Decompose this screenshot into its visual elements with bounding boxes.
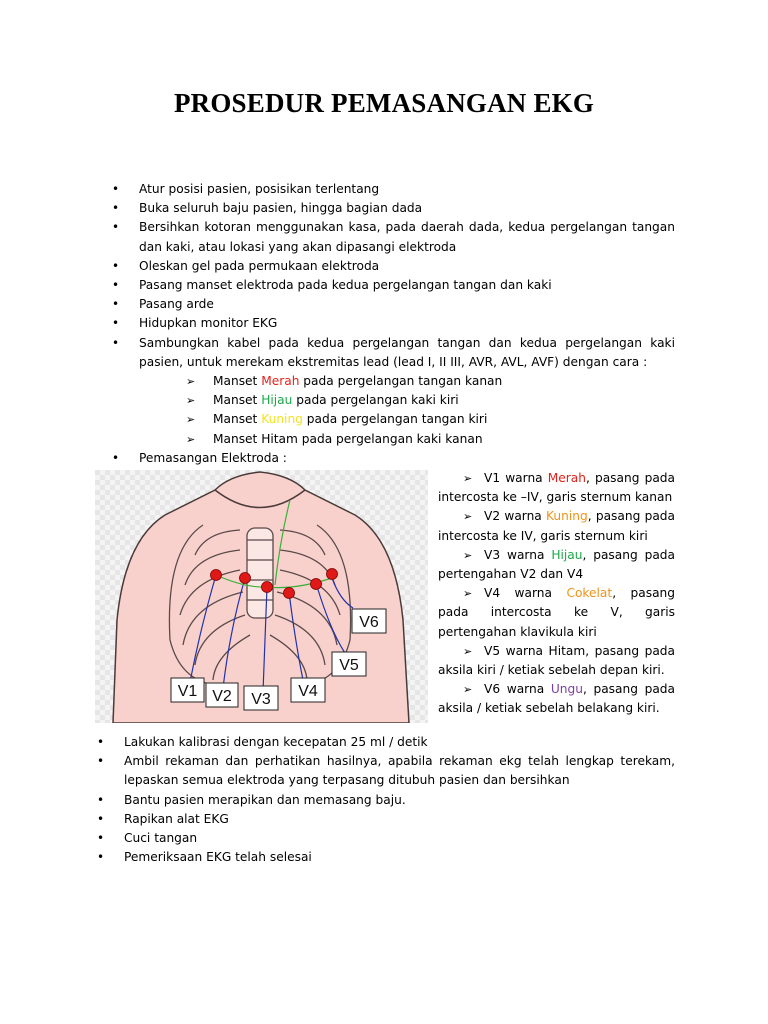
list-item: • Atur posisi pasien, posisikan terlentang xyxy=(112,180,675,199)
bullet-icon: • xyxy=(112,297,120,312)
electrode-item-v2: ➢ V2 warna Kuning, pasang pada intercosta ke IV, garis sternum kiri xyxy=(438,509,675,543)
bullet-icon: • xyxy=(97,850,105,865)
label-v6 xyxy=(352,609,386,633)
svg-text:V6: V6 xyxy=(359,614,379,631)
arrow-icon: ➢ xyxy=(463,472,473,485)
svg-text:V5: V5 xyxy=(339,657,359,674)
list-item: • Buka seluruh baju pasien, hingga bagian dada xyxy=(112,199,675,218)
arrow-icon: ➢ xyxy=(186,375,196,389)
list-item: • Bersihkan kotoran menggunakan kasa, pada daerah dada, kedua pergelangan tangan dan kaki, atau lokasi yang akan dipasangi elektroda xyxy=(112,220,675,254)
arrow-icon: ➢ xyxy=(463,548,473,562)
label-v2 xyxy=(206,683,238,707)
svg-text:V4: V4 xyxy=(298,683,318,700)
list-item: • Pemeriksaan EKG telah selesai xyxy=(97,848,675,867)
bullet-icon: • xyxy=(112,258,120,273)
bullet-icon: • xyxy=(112,335,120,350)
label-v4 xyxy=(291,678,325,702)
manset-item: ➢ Manset Merah pada pergelangan tangan kanan xyxy=(186,372,675,391)
arrow-icon: ➢ xyxy=(463,644,473,658)
bullet-icon: • xyxy=(112,278,120,293)
svg-text:V1: V1 xyxy=(177,683,198,700)
procedure-steps-top xyxy=(112,180,675,468)
svg-text:V3: V3 xyxy=(251,691,271,708)
list-item: • Pasang manset elektroda pada kedua pergelangan tangan dan kaki xyxy=(112,276,675,295)
bullet-icon: • xyxy=(112,316,120,331)
bullet-icon: • xyxy=(97,754,105,769)
manset-item: ➢ Manset Hijau pada pergelangan kaki kiri xyxy=(186,391,675,410)
electrode-item-v4: ➢ V4 warna Cokelat, pasang pada intercosta ke V, garis pertengahan klavikula kiri xyxy=(438,586,676,639)
list-item: • Pasang arde xyxy=(112,295,675,314)
bullet-icon: • xyxy=(97,811,105,826)
manset-item: ➢ Manset Kuning pada pergelangan tangan kiri xyxy=(186,410,675,429)
manset-list xyxy=(139,372,675,449)
electrode-item-v6: ➢ V6 warna Ungu, pasang pada aksila / ketiak sebelah belakang kiri. xyxy=(438,682,676,716)
arrow-icon: ➢ xyxy=(463,587,473,601)
bullet-icon: • xyxy=(112,220,120,235)
arrow-icon: ➢ xyxy=(186,413,196,427)
manset-item: ➢ Manset Hitam pada pergelangan kaki kanan xyxy=(186,430,675,449)
electrode-item-v5: ➢ V5 warna Hitam, pasang pada aksila kiri / ketiak sebelah depan kiri. xyxy=(438,643,675,678)
electrode-item-v1: ➢ V1 warna Merah, pasang pada intercosta ke –IV, garis sternum kanan xyxy=(438,471,675,505)
list-item: • Hidupkan monitor EKG xyxy=(112,314,675,333)
page-title: PROSEDUR PEMASANGAN EKG xyxy=(173,88,595,118)
list-item: • Lakukan kalibrasi dengan kecepatan 25 ml / detik xyxy=(97,733,675,752)
list-item: • Bantu pasien merapikan dan memasang baju. xyxy=(97,791,675,810)
bullet-icon: • xyxy=(112,201,120,216)
procedure-steps-bottom xyxy=(97,733,675,867)
electrode-item-v3: ➢ V3 warna Hijau, pasang pada pertengahan V2 dan V4 xyxy=(438,547,676,582)
list-item: • Cuci tangan xyxy=(97,829,675,848)
arrow-icon: ➢ xyxy=(463,510,473,524)
arrow-icon: ➢ xyxy=(186,432,196,446)
list-item: • Sambungkan kabel pada kedua pergelangan tangan dan kedua pergelangan kaki pasien, untuk merekam ekstremitas lead (lead I, II III, AVR, AVL, AVF) dengan cara : ➢ Manset Merah pada pergelangan tangan kanan ➢ Manset Hijau pada pergelangan kaki kiri ➢ Manset Kuning pada pergelangan tangan kiri ➢ Manset Hitam pada pergelangan kaki kanan xyxy=(112,334,675,449)
arrow-icon: ➢ xyxy=(186,394,196,408)
bullet-icon: • xyxy=(97,831,105,846)
list-item: • Ambil rekaman dan perhatikan hasilnya, apabila rekaman ekg telah lengkap terekam, lepaskan semua elektroda yang terpasang ditubuh pasien dan bersihkan xyxy=(97,754,675,788)
chest-electrode-diagram xyxy=(95,470,428,723)
bullet-icon: • xyxy=(97,735,105,749)
electrode-descriptions xyxy=(438,469,675,719)
label-v5 xyxy=(332,652,366,676)
arrow-icon: ➢ xyxy=(463,683,473,697)
bullet-icon: • xyxy=(112,182,120,196)
svg-text:V2: V2 xyxy=(212,688,232,705)
label-v1 xyxy=(171,678,204,702)
label-v3 xyxy=(244,686,278,710)
bullet-icon: • xyxy=(97,792,105,807)
list-item: • Pemasangan Elektroda : xyxy=(112,449,675,468)
bullet-icon: • xyxy=(112,450,120,465)
list-item: • Oleskan gel pada permukaan elektroda xyxy=(112,257,675,276)
list-item: • Rapikan alat EKG xyxy=(97,810,675,829)
